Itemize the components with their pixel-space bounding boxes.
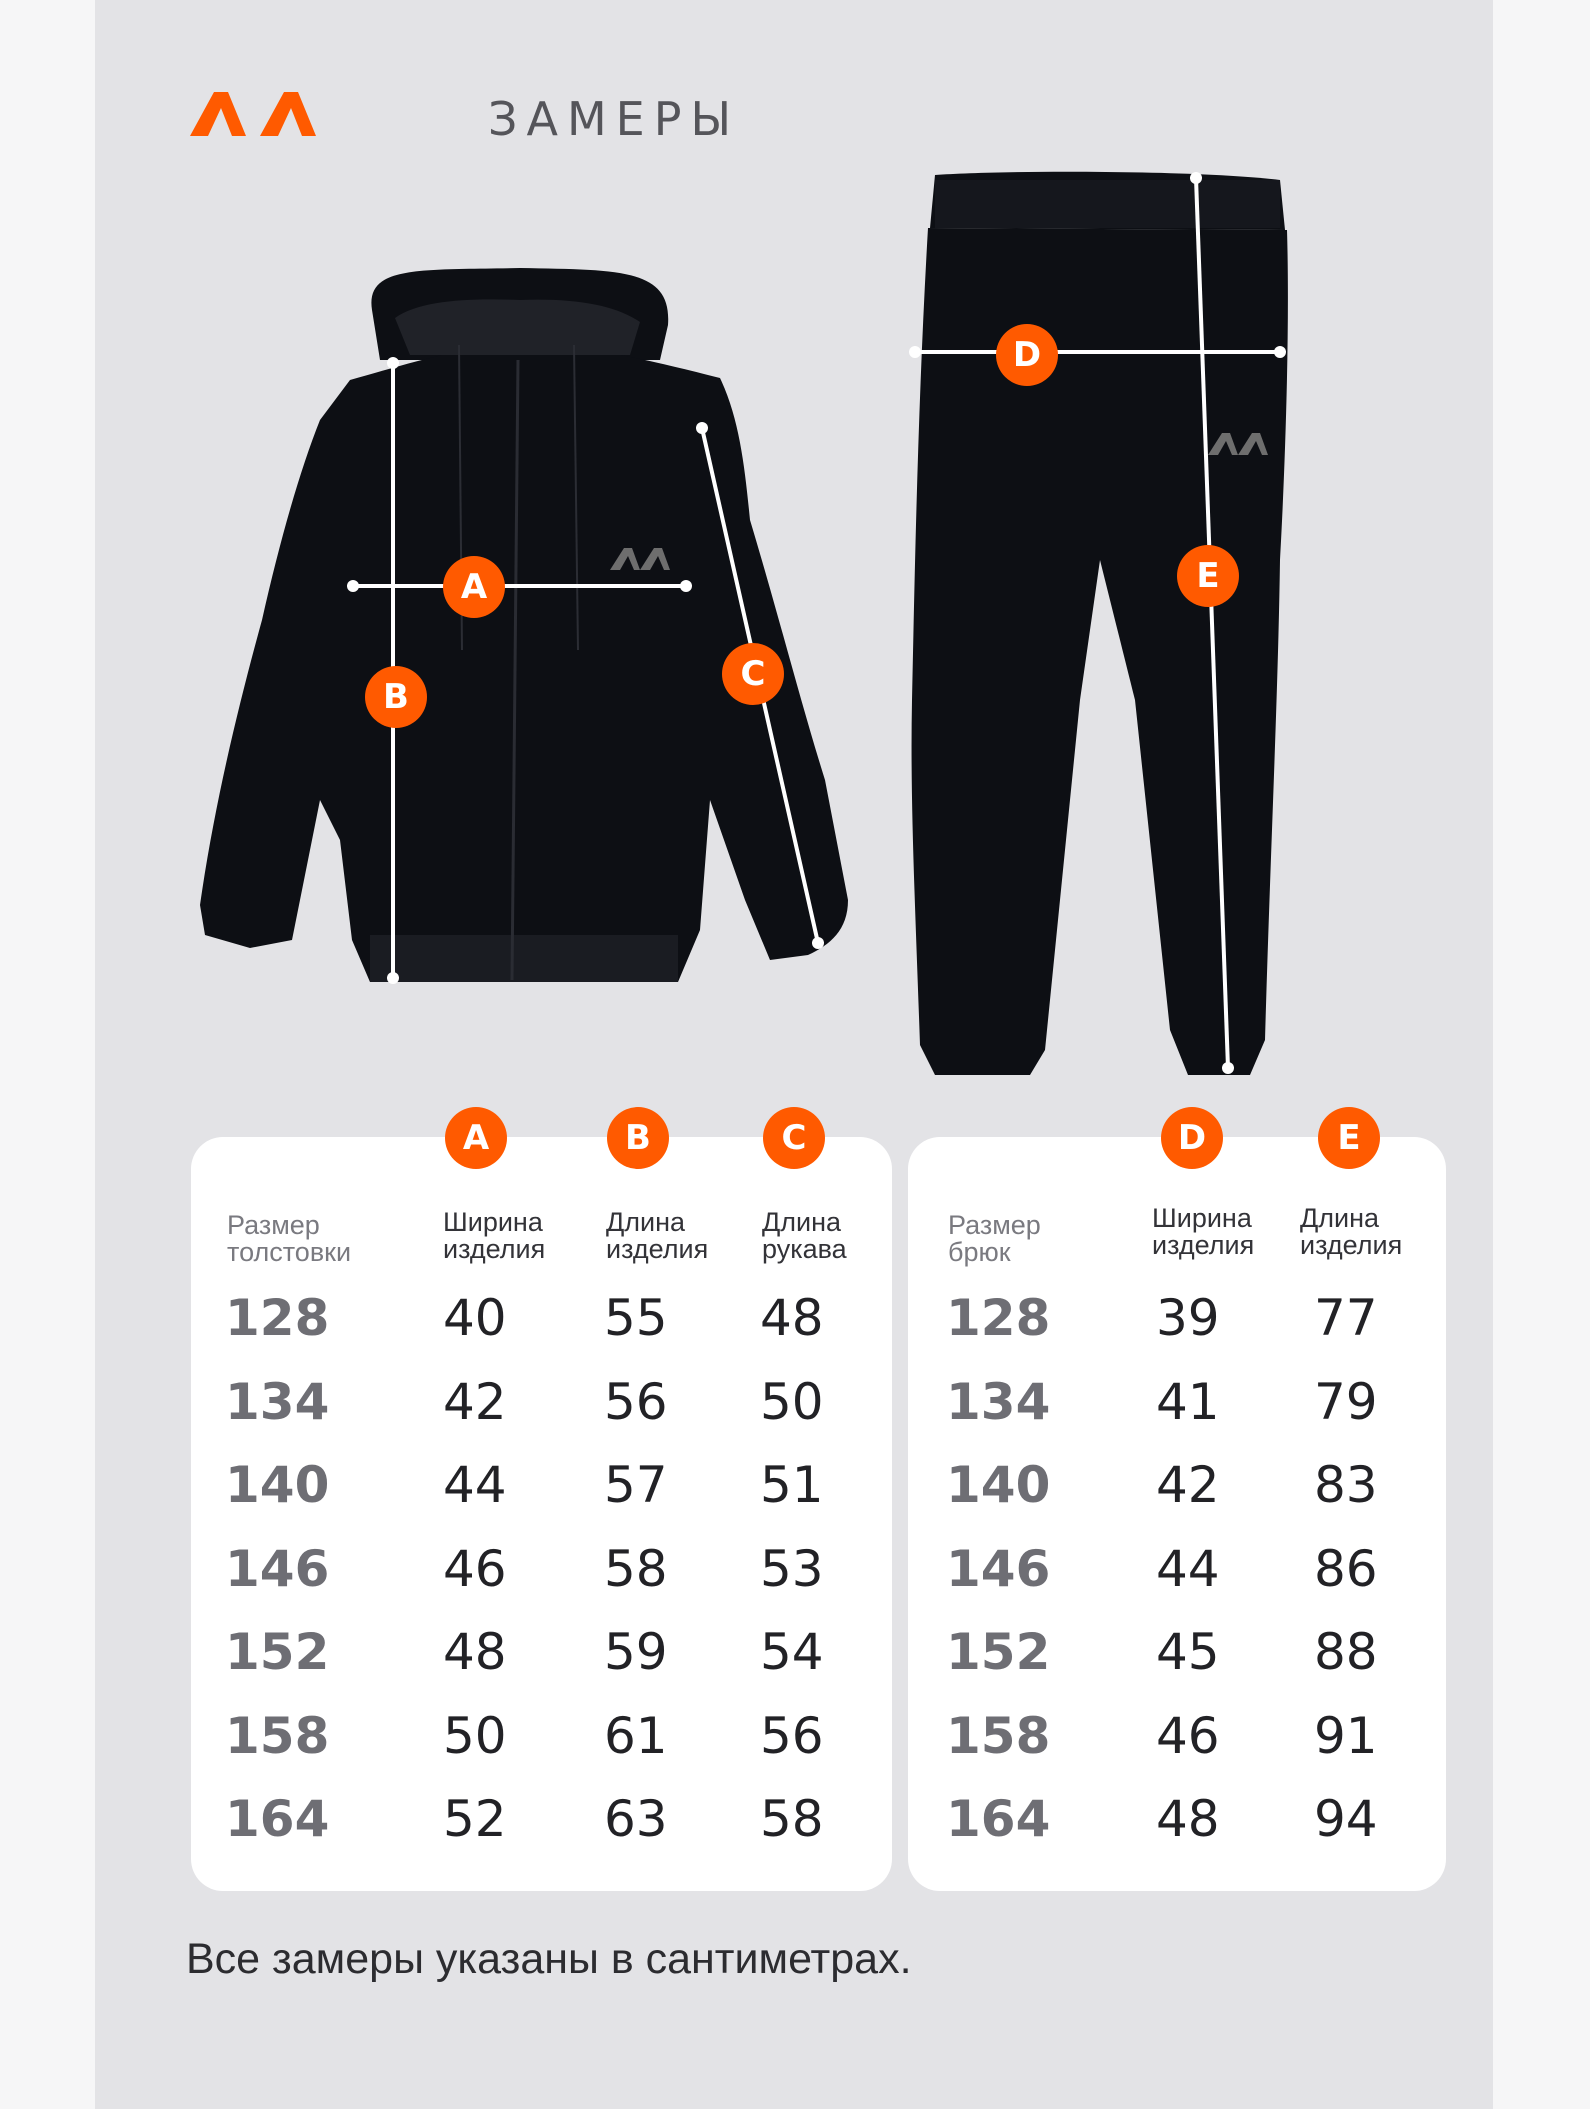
hoodie-cell-r2-c1: 44 [443,1456,507,1514]
pants-cell-r1-c1: 41 [1156,1372,1220,1431]
pants-cell-r1-c2: 79 [1314,1372,1378,1431]
badge-a-table: A [445,1107,507,1169]
pants-header-length: Длина изделия [1300,1203,1403,1260]
hoodie-cell-r2-c2: 57 [604,1456,668,1514]
hoodie-cell-r2-c0: 140 [225,1456,330,1514]
hoodie-cell-r4-c0: 152 [225,1623,330,1681]
hoodie-header-sleeve: Длина рукава [762,1207,847,1264]
hoodie-cell-r2-c3: 51 [760,1456,824,1514]
hoodie-cell-r5-c0: 158 [225,1706,330,1765]
badge-d-table: D [1161,1107,1223,1169]
hoodie-cell-r3-c0: 146 [225,1539,330,1598]
badge-c-table: C [763,1107,825,1169]
hoodie-hood-lining [395,299,640,355]
pants-waistband [935,180,1280,228]
pants-cell-r6-c0: 164 [946,1790,1051,1848]
pants-cell-r4-c0: 152 [946,1623,1051,1681]
hoodie-cell-r6-c1: 52 [443,1790,507,1848]
pants-header-width: Ширина изделия [1152,1203,1255,1260]
pants-cell-r2-c0: 140 [946,1456,1051,1514]
hoodie-cell-r0-c2: 55 [604,1289,668,1347]
pants-cell-r5-c1: 46 [1156,1706,1220,1765]
pants-cell-r6-c2: 94 [1314,1790,1378,1848]
pants-cell-r4-c1: 45 [1156,1623,1220,1681]
pants-cell-r0-c2: 77 [1314,1289,1378,1347]
pants-image [912,172,1288,1075]
pants-cell-r2-c2: 83 [1314,1456,1378,1514]
pants-cell-r0-c1: 39 [1156,1289,1220,1347]
pants-cell-r6-c1: 48 [1156,1790,1220,1848]
pants-cell-r4-c2: 88 [1314,1623,1378,1681]
hoodie-image [200,268,848,982]
hoodie-cell-r0-c1: 40 [443,1289,507,1347]
pants-cell-r5-c0: 158 [946,1706,1051,1765]
badge-c-garment: C [722,643,784,705]
hoodie-cell-r4-c2: 59 [604,1623,668,1681]
pants-cell-r3-c0: 146 [946,1539,1051,1598]
hoodie-cell-r5-c3: 56 [760,1706,824,1765]
pants-cell-r3-c1: 44 [1156,1539,1220,1598]
hoodie-cell-r4-c1: 48 [443,1623,507,1681]
hoodie-cell-r4-c3: 54 [760,1623,824,1681]
footnote: Все замеры указаны в сантиметрах. [186,1935,912,1983]
hoodie-cell-r5-c1: 50 [443,1706,507,1765]
badge-a-garment: A [443,556,505,618]
pants-cell-r1-c0: 134 [946,1372,1051,1431]
hoodie-cell-r6-c3: 58 [760,1790,824,1848]
hoodie-header-length: Длина изделия [606,1207,709,1264]
pants-cell-r5-c2: 91 [1314,1706,1378,1765]
hoodie-cell-r3-c1: 46 [443,1539,507,1598]
hoodie-cell-r5-c2: 61 [604,1706,668,1765]
hoodie-cell-r3-c2: 58 [604,1539,668,1598]
hoodie-cell-r6-c2: 63 [604,1790,668,1848]
hoodie-cell-r1-c2: 56 [604,1372,668,1431]
badge-b-table: B [607,1107,669,1169]
pants-cell-r0-c0: 128 [946,1289,1051,1347]
badge-d-garment: D [996,324,1058,386]
hoodie-header-size: Размер толстовки [227,1210,352,1267]
hoodie-header-width: Ширина изделия [443,1207,546,1264]
hoodie-cell-r1-c0: 134 [225,1372,330,1431]
hoodie-cell-r1-c1: 42 [443,1372,507,1431]
badge-b-garment: B [365,666,427,728]
hoodie-cell-r3-c3: 53 [760,1539,824,1598]
badge-e-garment: E [1177,545,1239,607]
hoodie-cell-r0-c3: 48 [760,1289,824,1347]
hoodie-cell-r6-c0: 164 [225,1790,330,1848]
page-title: ЗАМЕРЫ [488,92,741,146]
pants-cell-r2-c1: 42 [1156,1456,1220,1514]
hoodie-cell-r1-c3: 50 [760,1372,824,1431]
pants-header-size: Размер брюк [948,1210,1041,1267]
badge-e-table: E [1318,1107,1380,1169]
pants-cell-r3-c2: 86 [1314,1539,1378,1598]
hoodie-cell-r0-c0: 128 [225,1289,330,1347]
